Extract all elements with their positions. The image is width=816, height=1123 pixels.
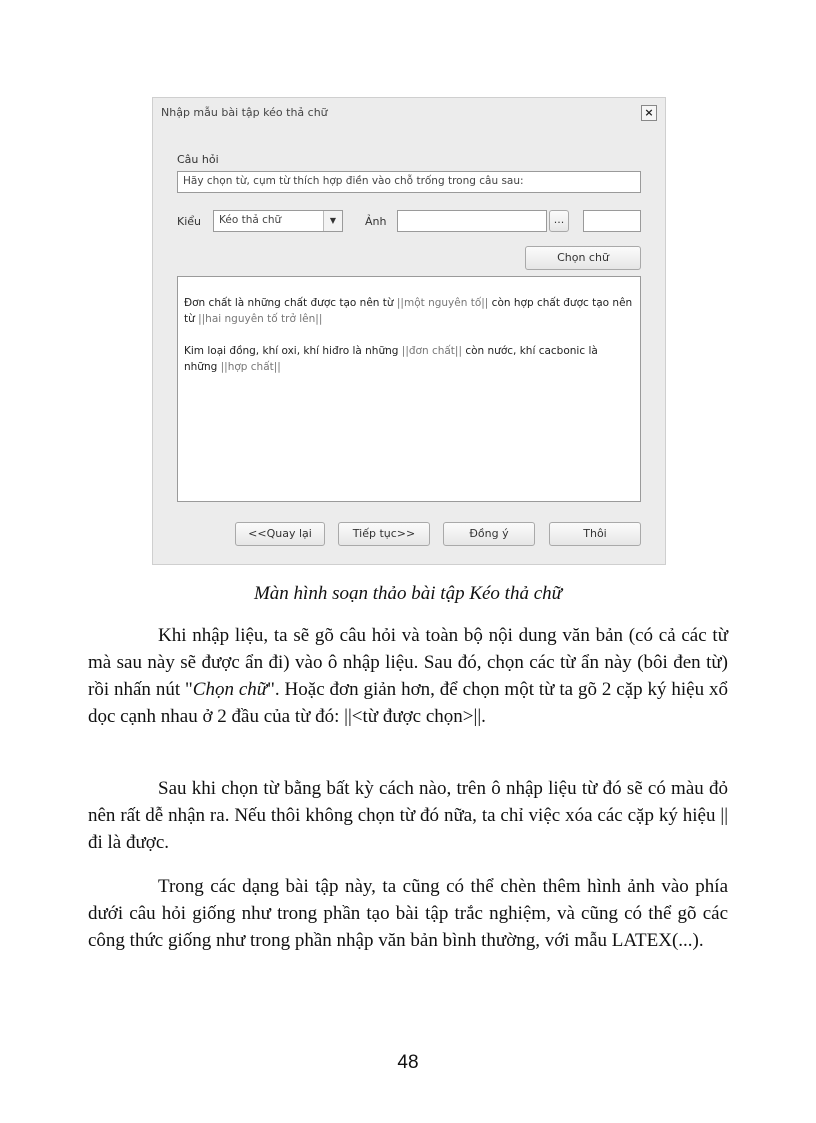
paragraph-text: Trong các dạng bài tập này, ta cũng có thể chèn thêm hình ảnh vào phía dưới câu hỏi giống như trong phần tạo bài tập trắc nghiệm, và cũng có thể gõ các công thức giống như trong phần nhập văn bản bình thường, với mẫu LATEX(...).: [88, 876, 728, 951]
body-paragraph-3: [88, 873, 728, 954]
selected-word: ||một nguyên tố||: [396, 297, 489, 309]
figure-caption: Màn hình soạn thảo bài tập Kéo thả chữ: [253, 583, 563, 604]
next-button[interactable]: Tiếp tục>>: [338, 522, 430, 546]
chevron-down-icon: ▼: [323, 211, 342, 231]
editor-paragraph: [184, 343, 634, 375]
body-paragraph-2: [88, 775, 728, 856]
paragraph-text: ". Hoặc đơn giản hơn, để chọn một từ ta gõ 2 cặp ký hiệu xổ dọc cạnh nhau ở 2 đầu của từ đó: ||<từ được chọn>||.: [88, 679, 729, 727]
editor-text: còn hợp chất được tạo nên từ: [184, 297, 633, 325]
image-path-input[interactable]: [397, 210, 547, 232]
close-icon[interactable]: ×: [641, 105, 657, 121]
editor-paragraph: [184, 295, 634, 327]
drag-drop-exercise-dialog: [152, 97, 666, 565]
content-editor[interactable]: [177, 276, 641, 502]
editor-text: Đơn chất là những chất được tạo nên từ: [184, 297, 397, 309]
selected-word: ||hai nguyên tố trở lên||: [198, 313, 323, 325]
quit-button[interactable]: Thôi: [549, 522, 641, 546]
dialog-title: Nhập mẫu bài tập kéo thả chữ: [161, 106, 328, 119]
question-input[interactable]: Hãy chọn từ, cụm từ thích hợp điền vào chỗ trống trong câu sau:: [177, 171, 641, 193]
emphasis-text: Chọn chữ: [192, 679, 268, 700]
page-number: 48: [397, 1052, 419, 1073]
agree-button[interactable]: Đồng ý: [443, 522, 535, 546]
selected-word: ||đơn chất||: [401, 345, 462, 357]
editor-text: Kim loại đồng, khí oxi, khí hiđro là những: [184, 345, 402, 357]
type-select[interactable]: [213, 210, 343, 232]
paragraph-text: Sau khi chọn từ bằng bất kỳ cách nào, trên ô nhập liệu từ đó sẽ có màu đỏ nên rất dễ nhận ra. Nếu thôi không chọn từ đó nữa, ta chỉ việc xóa các cặp ký hiệu || đi là được.: [88, 778, 728, 853]
type-label: Kiểu: [177, 215, 202, 228]
editor-text: còn nước, khí cacbonic là những: [184, 345, 598, 373]
image-label: Ảnh: [365, 215, 387, 228]
back-button[interactable]: <<Quay lại: [235, 522, 325, 546]
body-paragraph-1: [88, 622, 728, 730]
browse-button[interactable]: ...: [549, 210, 569, 232]
paragraph-text: Khi nhập liệu, ta sẽ gõ câu hỏi và toàn bộ nội dung văn bản (có cả các từ mà sau này sẽ được ẩn đi) vào ô nhập liệu. Sau đó, chọn các từ ẩn này (bôi đen từ) rồi nhấn nút ": [88, 625, 728, 700]
type-select-value: Kéo thả chữ: [219, 214, 282, 226]
question-label: Câu hỏi: [177, 153, 219, 166]
image-size-input[interactable]: [583, 210, 641, 232]
choose-word-button[interactable]: Chọn chữ: [525, 246, 641, 270]
selected-word: ||hợp chất||: [220, 361, 281, 373]
